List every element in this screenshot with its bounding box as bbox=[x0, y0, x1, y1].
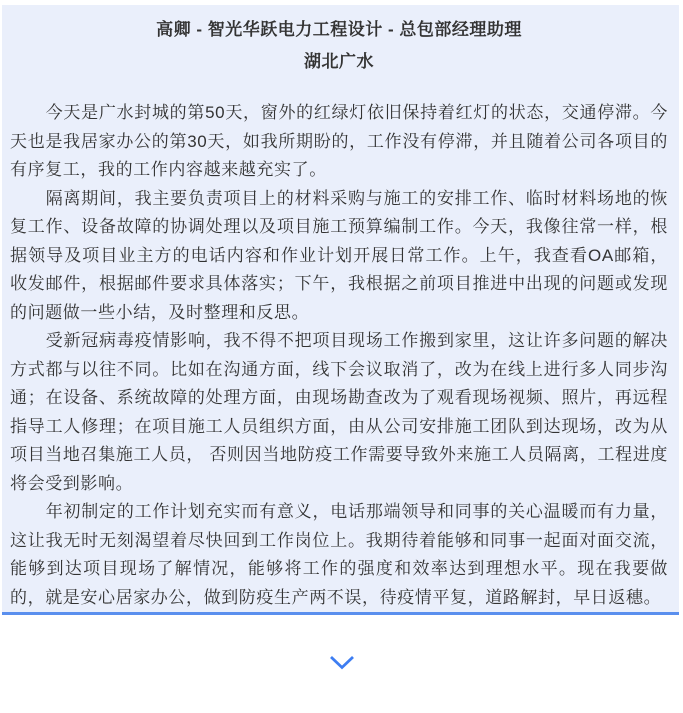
article-location: 湖北广水 bbox=[304, 52, 374, 71]
chevron-down-icon bbox=[329, 655, 355, 670]
profile-article-card bbox=[2, 5, 679, 615]
expand-area bbox=[0, 615, 683, 710]
article-title: 高卿 - 智光华跃电力工程设计 - 总包部经理助理 bbox=[156, 20, 522, 39]
article-paragraph: 受新冠病毒疫情影响，我不得不把项目现场工作搬到家里，这让许多问题的解决方式都与以往不同。比如在沟通方面，线下会议取消了，改为在线上进行多人同步沟通；在设备、系统故障的处理方面，由现场勘查改为了观看现场视频、照片，再远程指导工人修理；在项目施工人员组织方面，由从公司安排施工团队到达现场，改为从项目当地召集施工人员， 否则因当地防疫工作需要导致外来施工人员隔离，工程进度将会受到影响。 bbox=[10, 331, 668, 493]
article-body bbox=[10, 99, 668, 612]
expand-button[interactable] bbox=[319, 649, 365, 676]
article-paragraph: 年初制定的工作计划充实而有意义，电话那端领导和同事的关心温暖而有力量，这让我无时无刻渴望着尽快回到工作岗位上。我期待着能够和同事一起面对面交流，能够到达项目现场了解情况，能够将工作的强度和效率达到理想水平。现在我要做的，就是安心居家办公，做到防疫生产两不误，待疫情平复，道路解封，早日返穗。 bbox=[10, 502, 668, 607]
article-paragraph: 隔离期间，我主要负责项目上的材料采购与施工的安排工作、临时材料场地的恢复工作、设备故障的协调处理以及项目施工预算编制工作。今天，我像往常一样，根据领导及项目业主方的电话内容和作业计划开展日常工作。上午，我查看OA邮箱，收发邮件，根据邮件要求具体落实；下午，我根据之前项目推进中出现的问题或发现的问题做一些小结，及时整理和反思。 bbox=[10, 188, 668, 322]
article-paragraph: 今天是广水封城的第50天，窗外的红绿灯依旧保持着红灯的状态，交通停滞。今天也是我居家办公的第30天，如我所期盼的，工作没有停滞，并且随着公司各项目的有序复工，我的工作内容越来越充实了。 bbox=[10, 103, 668, 179]
